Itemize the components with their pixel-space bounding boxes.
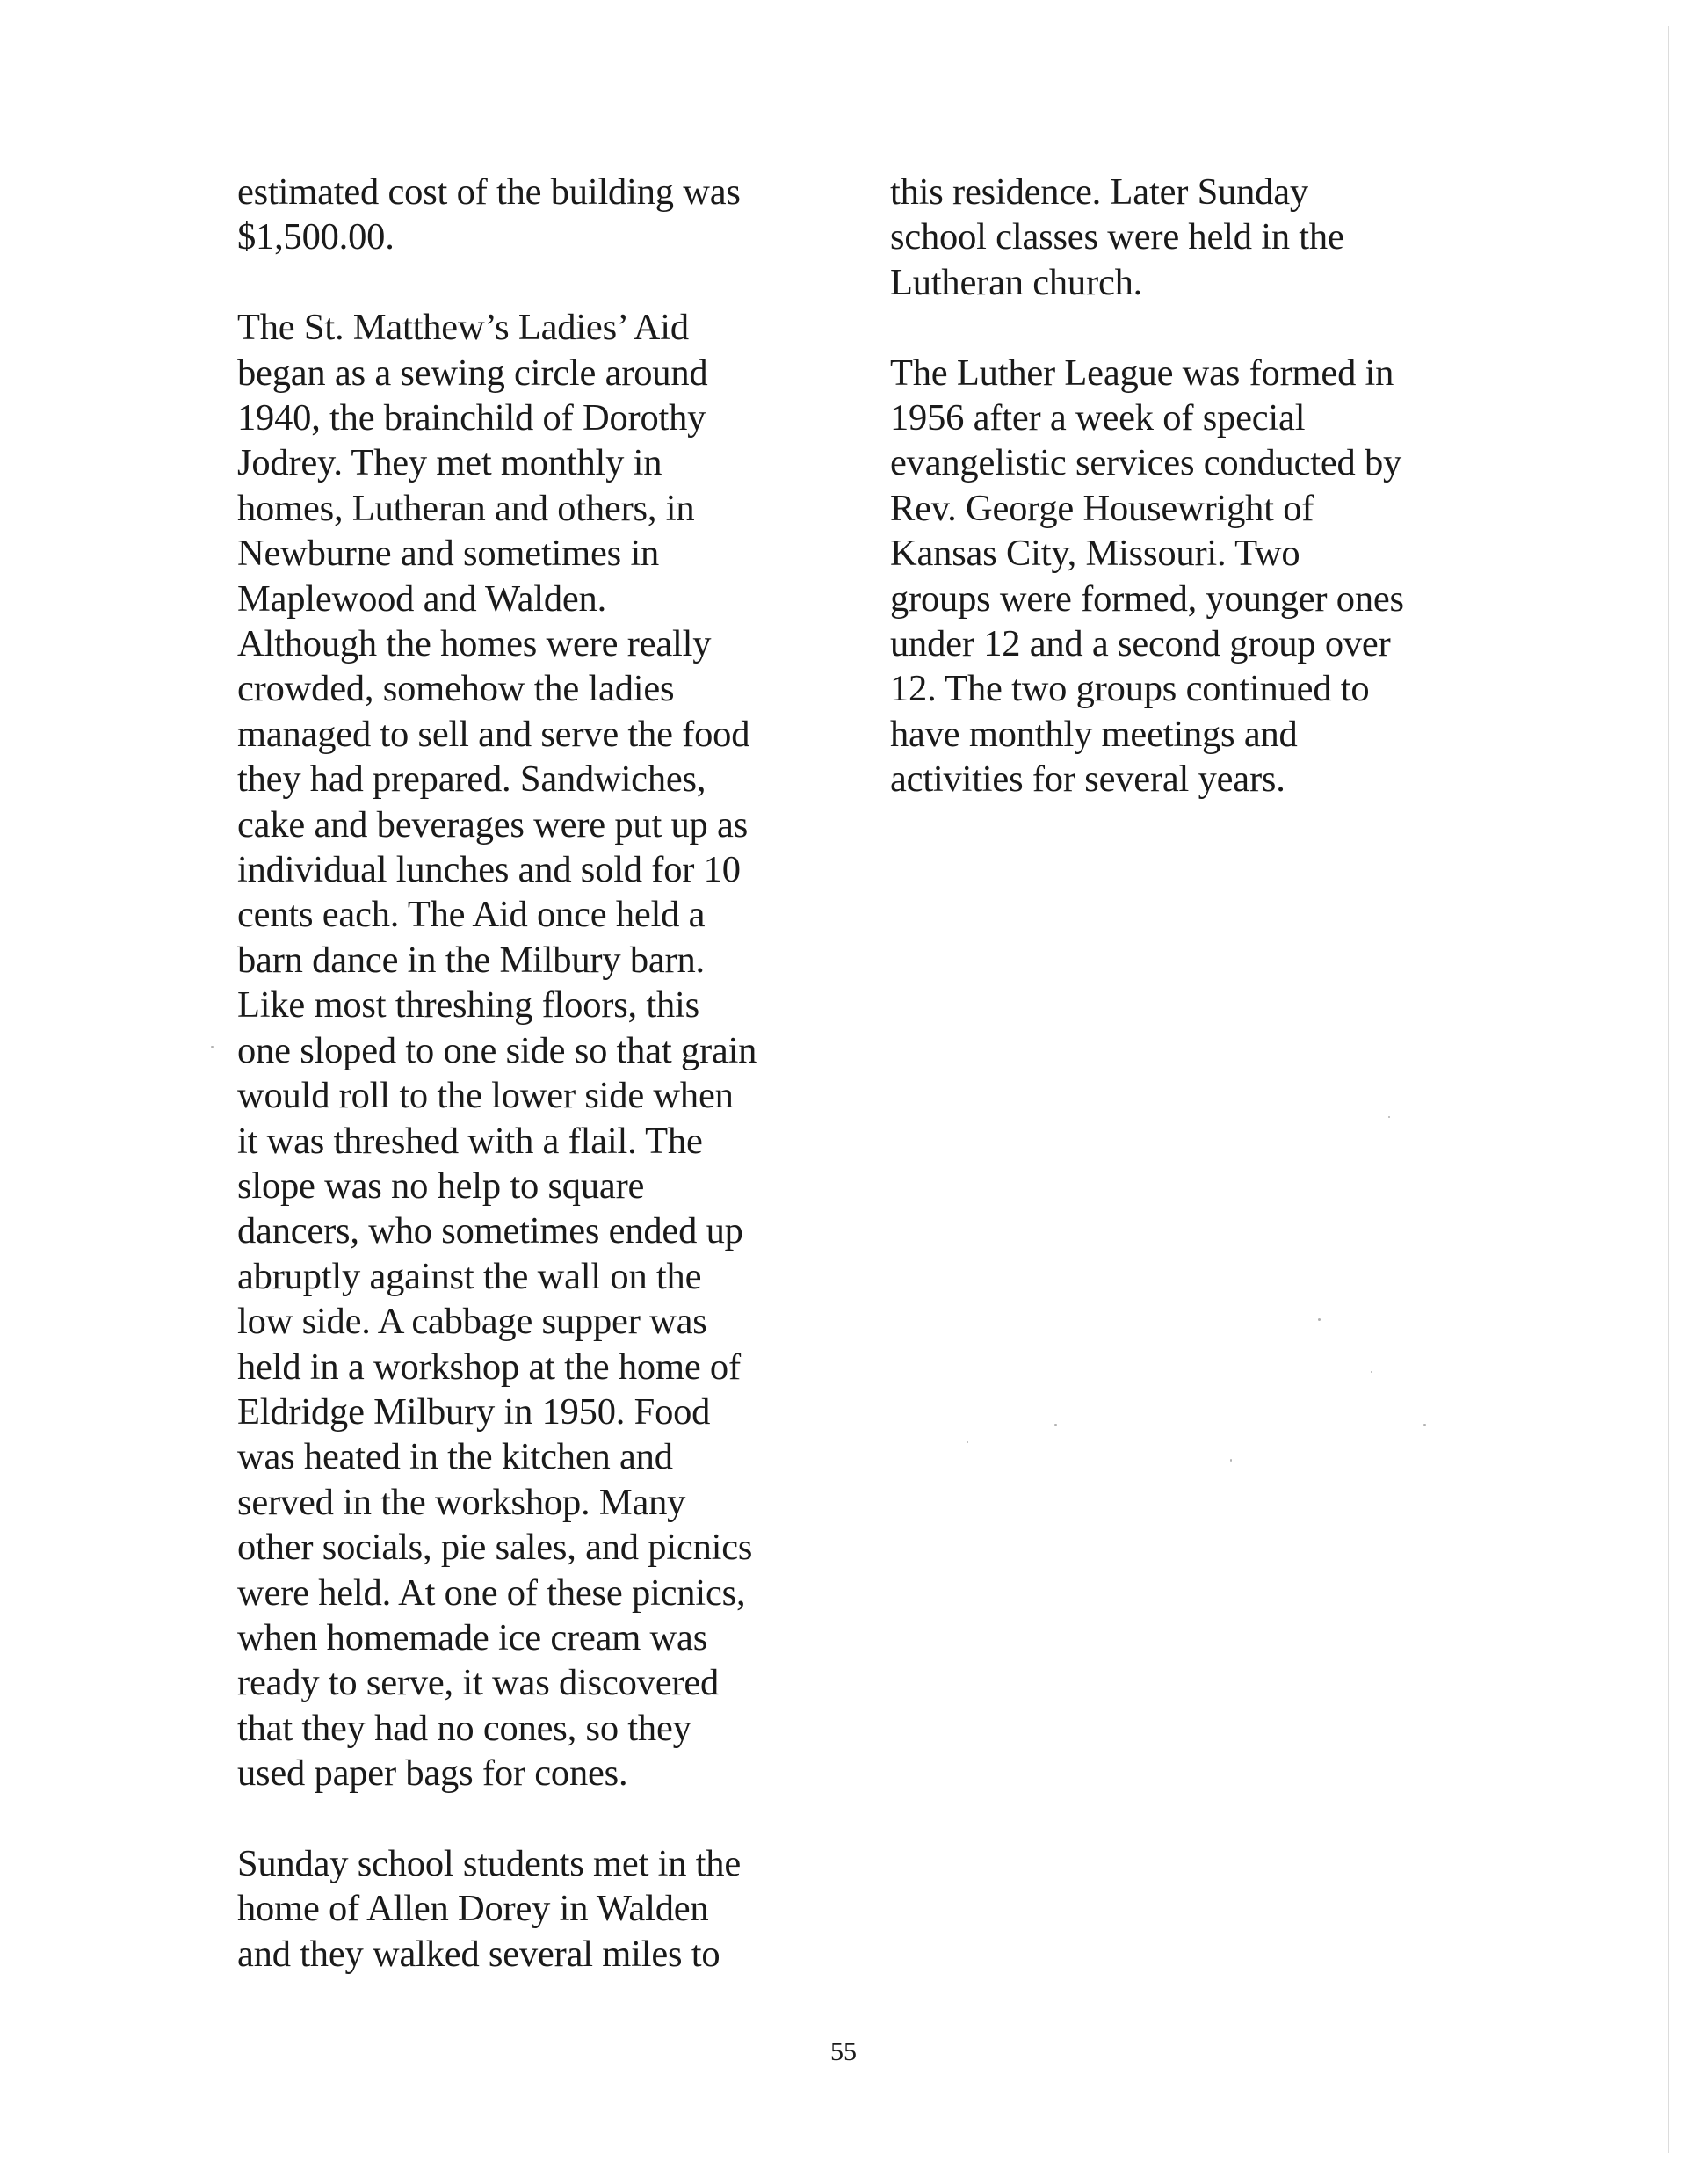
paragraph-ladies-aid xyxy=(237,305,800,1796)
text-line: crowded, somehow the ladies xyxy=(237,668,675,710)
text-line: ready to serve, it was discovered xyxy=(237,1662,720,1704)
text-line: individual lunches and sold for 10 xyxy=(237,849,741,891)
scan-speckle xyxy=(1388,1116,1390,1118)
scan-speckle xyxy=(1054,1424,1057,1426)
text-line: activities for several years. xyxy=(890,758,1285,801)
text-line: evangelistic services conducted by xyxy=(890,442,1402,484)
page-number: 55 xyxy=(830,2037,857,2066)
text-line: other socials, pie sales, and picnics xyxy=(237,1527,753,1569)
scan-edge-line xyxy=(1668,26,1669,2153)
text-line: they had prepared. Sandwiches, xyxy=(237,758,706,801)
text-line: Jodrey. They met monthly in xyxy=(237,442,662,484)
text-line: have monthly meetings and xyxy=(890,713,1298,755)
text-line: barn dance in the Milbury barn. xyxy=(237,939,705,981)
text-line: served in the workshop. Many xyxy=(237,1481,686,1523)
text-line: were held. At one of these picnics, xyxy=(237,1571,746,1614)
scan-speckle xyxy=(1423,1424,1426,1426)
text-line: it was threshed with a flail. The xyxy=(237,1120,703,1162)
text-line: slope was no help to square xyxy=(237,1165,645,1207)
text-line: began as a sewing circle around xyxy=(237,352,708,394)
text-line: dancers, who sometimes ended up xyxy=(237,1210,743,1252)
paragraph-luther-league xyxy=(890,351,1452,802)
text-line: home of Allen Dorey in Walden xyxy=(237,1888,709,1930)
text-line: Sunday school students met in the xyxy=(237,1843,742,1884)
text-line: school classes were held in the xyxy=(890,216,1344,258)
text-line: low side. A cabbage supper was xyxy=(237,1301,707,1343)
right-column xyxy=(890,170,1452,802)
text-line: Rev. George Housewright of xyxy=(890,487,1314,529)
scan-speckle xyxy=(1230,1459,1232,1462)
text-line: would roll to the lower side when xyxy=(237,1075,734,1117)
scan-speckle xyxy=(967,1441,968,1443)
text-line: Kansas City, Missouri. Two xyxy=(890,533,1300,575)
text-line: cake and beverages were put up as xyxy=(237,803,749,845)
text-line: Lutheran church. xyxy=(890,261,1143,303)
text-line: $1,500.00. xyxy=(237,216,395,258)
text-line: this residence. Later Sunday xyxy=(890,171,1308,213)
text-line: one sloped to one side so that grain xyxy=(237,1029,757,1071)
text-line: The St. Matthew’s Ladies’ Aid xyxy=(237,307,689,349)
text-line: The Luther League was formed in xyxy=(890,352,1394,394)
text-line: was heated in the kitchen and xyxy=(237,1436,673,1478)
text-line: Eldridge Milbury in 1950. Food xyxy=(237,1390,711,1433)
text-line: Although the homes were really xyxy=(237,623,712,665)
text-line: held in a workshop at the home of xyxy=(237,1346,741,1388)
text-line: abruptly against the wall on the xyxy=(237,1255,702,1297)
text-line: managed to sell and serve the food xyxy=(237,713,750,755)
text-line: and they walked several miles to xyxy=(237,1933,720,1975)
text-line: when homemade ice cream was xyxy=(237,1616,708,1658)
paragraph-sunday-school xyxy=(237,1841,800,1977)
paragraph-residence xyxy=(890,170,1452,305)
text-line: 1956 after a week of special xyxy=(890,397,1306,439)
text-line: 1940, the brainchild of Dorothy xyxy=(237,397,706,439)
text-line: estimated cost of the building was xyxy=(237,171,741,213)
text-line: groups were formed, younger ones xyxy=(890,577,1404,620)
text-line: homes, Lutheran and others, in xyxy=(237,487,695,529)
text-line: used paper bags for cones. xyxy=(237,1752,628,1795)
scan-speckle xyxy=(1371,1371,1372,1373)
text-line: Like most threshing floors, this xyxy=(237,984,699,1027)
scan-speckle xyxy=(1318,1318,1321,1321)
text-line: 12. The two groups continued to xyxy=(890,668,1370,710)
text-line: that they had no cones, so they xyxy=(237,1707,691,1749)
text-line: Newburne and sometimes in xyxy=(237,533,660,575)
text-line: Maplewood and Walden. xyxy=(237,577,607,620)
text-line: cents each. The Aid once held a xyxy=(237,894,706,936)
left-column xyxy=(237,170,800,1977)
paragraph-building-cost xyxy=(237,170,800,260)
text-line: under 12 and a second group over xyxy=(890,623,1391,665)
scan-speckle xyxy=(211,1046,214,1048)
